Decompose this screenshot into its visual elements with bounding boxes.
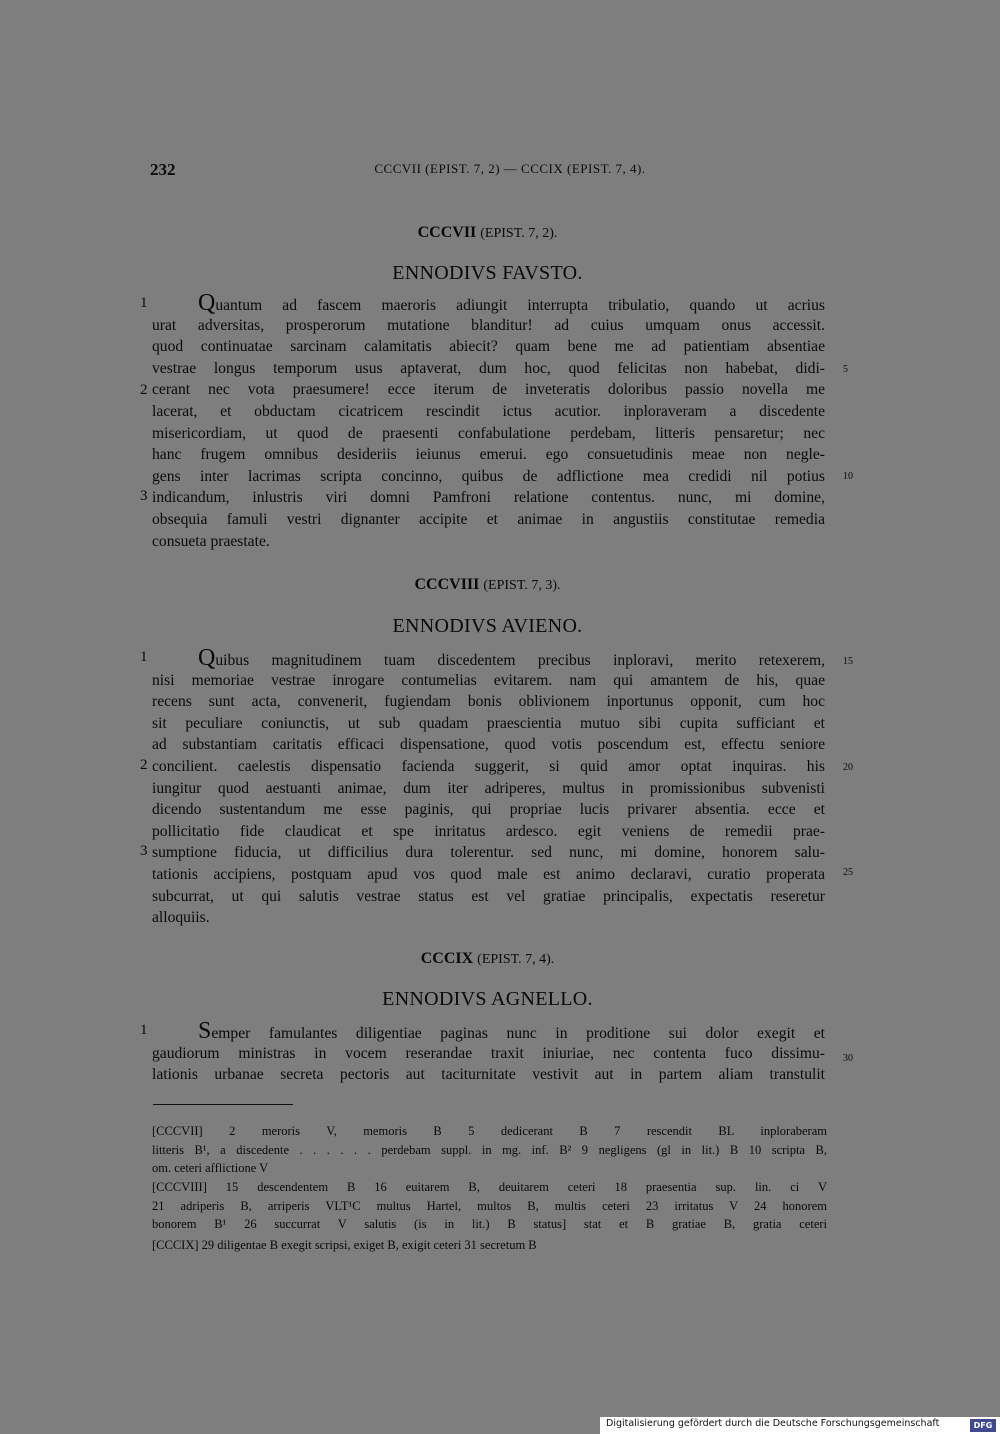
line-number: 5 [843, 364, 848, 375]
line-number: 25 [843, 867, 853, 878]
text-line: gens inter lacrimas scripta concinno, quibus de adflictione mea credidi nil potius [152, 467, 825, 485]
letter-body [152, 1018, 825, 1086]
text-line: iungitur quod aestuanti animae, dum iter adriperes, multus in promissionibus subvenisti [152, 779, 825, 797]
letter-body [152, 645, 825, 929]
dfg-logo: DFG [970, 1419, 996, 1432]
running-head [150, 160, 830, 180]
text-line: alloquiis. [152, 909, 210, 927]
letter-epist-ref: (EPIST. 7, 3). [483, 578, 561, 593]
letter-addressee: ENNODIVS AGNELLO. [382, 988, 593, 1010]
apparatus-line: [CCCIX] 29 diligentae B exegit scripsi, exiget B, exigit ceteri 31 secretum B [152, 1238, 537, 1252]
letter-number: CCCVII [417, 224, 477, 241]
paragraph-mark: 1 [140, 295, 148, 311]
text-line: nisi memoriae vestrae inrogare contumelias evitarem. nam qui amantem de his, quae [152, 671, 825, 689]
letter-addressee: ENNODIVS FAVSTO. [392, 262, 583, 284]
text-line: lacerat, et obductam cicatricem rescindit ictus acutior. inploraveram a discedente [152, 402, 825, 420]
text-line: hanc frugem omnibus desideriis ieiunus emerui. ego consuetudinis meae non negle- [152, 446, 825, 464]
paragraph-mark: 1 [140, 649, 148, 665]
text-line: cerant nec vota praesumere! ecce iterum de inveteratis doloribus passio novella me [152, 381, 825, 399]
running-title: CCCVII (EPIST. 7, 2) — CCCIX (EPIST. 7, 4). [374, 161, 646, 176]
paragraph-mark: 3 [140, 843, 148, 859]
line-number: 20 [843, 762, 853, 773]
apparatus-line: bonorem B¹ 26 succurrat V salutis (is in lit.) B status] stat et B gratiae B, gratia ceteri [152, 1217, 827, 1231]
paragraph-mark: 3 [140, 488, 148, 504]
letter-number: CCCIX [420, 950, 474, 967]
text-line: Quantum ad fascem maeroris adiungit interrupta tribulatio, quando ut acrius [198, 290, 825, 316]
letter-addressee: ENNODIVS AVIENO. [392, 615, 583, 637]
text-line: vestrae longus temporum usus aptaverat, dum hoc, quod felicitas non habebat, didi- [152, 359, 825, 377]
text-line: lationis urbanae secreta pectoris aut taciturnitate vestivit aut in partem aliam transtulit [152, 1066, 825, 1084]
text-line: Semper famulantes diligentiae paginas nunc in proditione sui dolor exegit et [198, 1018, 825, 1044]
text-line: gaudiorum ministras in vocem reserandae traxit iniuriae, nec contenta fuco dissimu- [152, 1044, 825, 1062]
footnote-rule [153, 1104, 293, 1105]
letter-body [152, 290, 825, 552]
apparatus-line: litteris B¹, a discedente . . . . . . perdebam suppl. in mg. inf. B² 9 negligens (gl in lit.) B 10 scripta B, [152, 1142, 827, 1157]
text-line: indicandum, inlustris viri domni Pamfroni relatione contentus. nunc, mi domine, [152, 489, 825, 507]
letter-epist-ref: (EPIST. 7, 2). [480, 226, 558, 241]
funding-footer [600, 1417, 1000, 1434]
letter-heading [150, 224, 825, 242]
text-line: dicendo sustentandum me esse paginis, qui propriae lucis privarer absentia. ecce et [152, 801, 825, 819]
paragraph-mark: 2 [140, 757, 148, 773]
page-number: 232 [150, 160, 176, 179]
funding-text: Digitalisierung gefördert durch die Deutsche Forschungsgemeinschaft [606, 1418, 940, 1429]
text-line: sit peculiare coniunctis, ut sub quadam praescientia mutuo sibi cupita sufficiant et [152, 714, 825, 732]
critical-apparatus [152, 1178, 827, 1234]
line-number: 30 [843, 1053, 853, 1064]
text-line: quod continuatae sarcinam calamitatis abiecit? quam bene me ad patientiam absentiae [152, 338, 825, 356]
apparatus-line: [CCCVII] 2 meroris V, memoris B 5 dedicerant B 7 rescendit BL inploraberam [152, 1124, 827, 1138]
drop-initial: Q [198, 645, 216, 671]
paragraph-mark: 2 [140, 382, 148, 398]
text-line: ad substantiam caritatis efficaci dispensatione, quod votis poscendum est, effectu seniore [152, 736, 825, 754]
text-line: pollicitatio fide claudicat et spe inritatus ardesco. egit veniens de remedii prae- [152, 822, 825, 840]
line-number: 10 [843, 471, 853, 482]
letter-number: CCCVIII [414, 576, 480, 593]
text-line: urat adversitas, prosperorum mutatione blanditur! ad cuius umquam onus accessit. [152, 316, 825, 334]
text-line: sumptione fiducia, ut difficilius dura tolerentur. sed nunc, mi domine, honorem salu- [152, 844, 825, 862]
apparatus-line: [CCCVIII] 15 descendentem B 16 euitarem B, deuitarem ceteri 18 praesentia sup. lin. ci V [152, 1180, 827, 1194]
critical-apparatus [152, 1236, 827, 1255]
apparatus-line: om. ceteri afflictione V [152, 1161, 269, 1175]
drop-initial: S [198, 1018, 212, 1044]
text-line: consueta praestate. [152, 532, 270, 550]
drop-initial: Q [198, 290, 216, 316]
text-line: obsequia famuli vestri dignanter accipite et animae in angustiis constitutae remedia [152, 510, 825, 528]
text-line: subcurrat, ut qui salutis vestrae status est vel gratiae principalis, expectatis reseretur [152, 887, 825, 905]
letter-epist-ref: (EPIST. 7, 4). [477, 952, 555, 967]
line-number: 15 [843, 656, 853, 667]
text-line: recens sunt acta, convenerit, fugiendam bonis oblivionem inportunus opponit, cum hoc [152, 693, 825, 711]
text-line: tationis accipiens, postquam apud vos quod male est animo declaravi, curatio properata [152, 865, 825, 883]
letter-heading [150, 950, 825, 968]
paragraph-mark: 1 [140, 1022, 148, 1038]
letter-heading [150, 576, 825, 594]
apparatus-line: 21 adriperis B, arriperis VLT¹C multus Hartel, multos B, multis ceteri 23 irritatus V 24 honorem [152, 1198, 827, 1213]
critical-apparatus [152, 1122, 827, 1178]
text-line: misericordiam, ut quod de praesenti confabulatione perdebam, litteris pensaretur; nec [152, 424, 825, 442]
text-line: concilient. caelestis dispensatio facienda suggerit, si quid amor optat inquiras. his [152, 757, 825, 775]
text-line: Quibus magnitudinem tuam discedentem precibus inploravi, merito retexerem, [198, 645, 825, 671]
